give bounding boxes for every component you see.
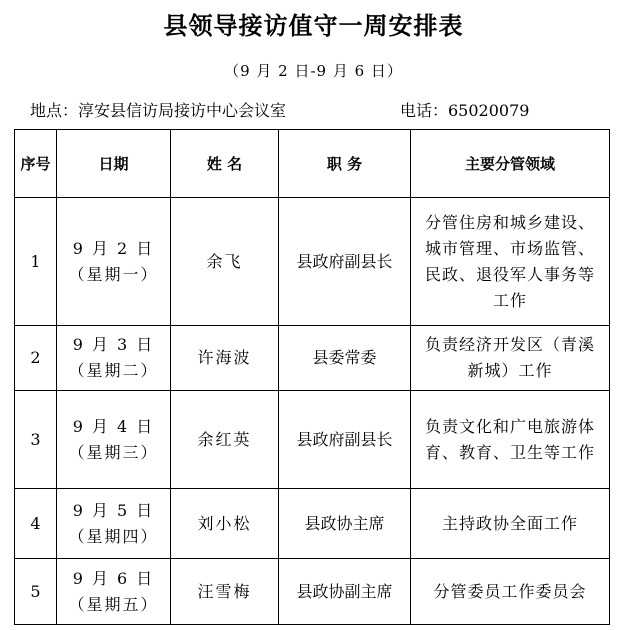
header-position: 职 务 [279, 130, 411, 198]
row-date [57, 326, 171, 391]
header-seq: 序号 [15, 130, 57, 198]
row-position: 县政协主席 [279, 489, 411, 559]
date-text: 9 月 3 日 [72, 335, 155, 354]
table-row [15, 559, 610, 625]
row-area [411, 198, 610, 326]
header-area: 主要分管领域 [411, 130, 610, 198]
area-text: 分管住房和城乡建设、城市管理、市场监管、民政、退役军人事务等工作 [424, 212, 595, 310]
row-seq: 4 [15, 489, 57, 559]
weekday-text: （星期一） [68, 264, 159, 284]
weekday-text: （星期三） [68, 442, 159, 462]
row-name: 汪雪梅 [171, 559, 279, 625]
row-seq: 2 [15, 326, 57, 391]
row-area [411, 489, 610, 559]
date-range-subtitle: （9 月 2 日-9 月 6 日） [224, 62, 403, 80]
row-name: 许海波 [171, 326, 279, 391]
location-text: 地点：淳安县信访局接访中心会议室 [30, 101, 287, 120]
weekday-text: （星期二） [68, 361, 159, 380]
row-position: 县政协副主席 [279, 559, 411, 625]
schedule-table [14, 129, 610, 625]
header-name: 姓 名 [171, 130, 279, 198]
row-position: 县委常委 [279, 326, 411, 391]
row-seq: 3 [15, 391, 57, 489]
date-text: 9 月 2 日 [72, 238, 155, 258]
area-text: 分管委员工作委员会 [433, 581, 587, 601]
row-date [57, 198, 171, 326]
date-text: 9 月 6 日 [72, 568, 155, 588]
row-area [411, 326, 610, 391]
table-row [15, 489, 610, 559]
row-area [411, 391, 610, 489]
weekday-text: （星期四） [68, 526, 159, 546]
row-area [411, 559, 610, 625]
row-date [57, 391, 171, 489]
weekday-text: （星期五） [68, 594, 159, 614]
area-text: 主持政协全面工作 [441, 513, 578, 533]
row-seq: 1 [15, 198, 57, 326]
row-position: 县政府副县长 [279, 391, 411, 489]
phone-text: 电话：65020079 [400, 101, 530, 120]
row-name: 余飞 [171, 198, 279, 326]
row-position: 县政府副县长 [279, 198, 411, 326]
row-date [57, 559, 171, 625]
header-date: 日期 [57, 130, 171, 198]
table-row [15, 326, 610, 391]
date-text: 9 月 4 日 [72, 416, 155, 436]
table-header-row [15, 130, 610, 198]
row-name: 余红英 [171, 391, 279, 489]
area-text: 负责经济开发区（青溪新城）工作 [424, 335, 595, 380]
area-text: 负责文化和广电旅游体育、教育、卫生等工作 [424, 416, 595, 462]
row-seq: 5 [15, 559, 57, 625]
row-date [57, 489, 171, 559]
date-text: 9 月 5 日 [72, 500, 155, 520]
table-row [15, 391, 610, 489]
table-row [15, 198, 610, 326]
row-name: 刘小松 [171, 489, 279, 559]
page-title: 县领导接访值守一周安排表 [163, 12, 464, 40]
